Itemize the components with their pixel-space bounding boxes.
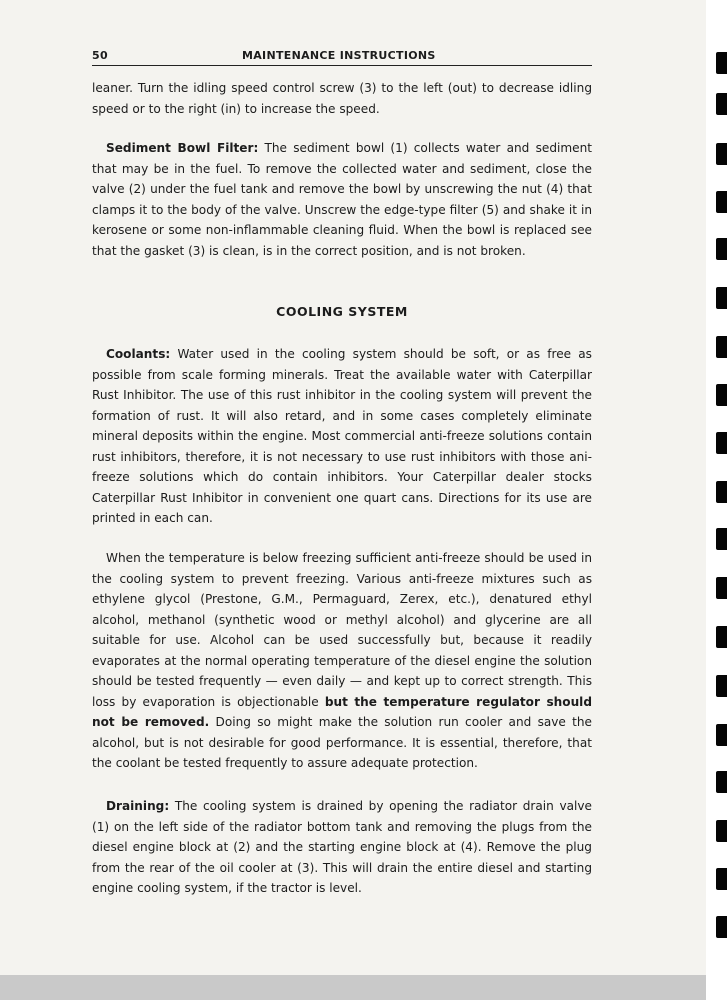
paragraph-text: Doing so might make the solution run cooler and save the alcohol, but is not desirable for good performance. It is essential, therefore, that the coolant be tested frequently to assure adequate protection. (92, 715, 592, 770)
binding-tab (716, 93, 727, 115)
paragraph-heading: Draining: (106, 799, 170, 813)
binding-tab (716, 143, 727, 165)
section-heading: COOLING SYSTEM (276, 304, 408, 319)
binding-tab (716, 626, 727, 648)
binding-tab (716, 432, 727, 454)
binding-tab (716, 528, 727, 550)
binding-tab (716, 52, 727, 74)
paragraph-idling-speed: leaner. Turn the idling speed control screw (3) to the left (out) to decrease idling speed or to the right (in) to increase the speed. (92, 81, 592, 116)
page-header (92, 47, 592, 66)
paragraph-sediment-bowl (92, 138, 592, 261)
binding-tab (716, 771, 727, 793)
paragraph-draining (92, 796, 592, 899)
paragraph-text: When the temperature is below freezing sufficient anti-freeze should be used in the cooling system to prevent freezing. Various anti-freeze mixtures such as ethylene glycol (Prestone, G.M., Permaguard, Zerex, etc.), denatured ethyl alcohol, methanol (synthetic wood or methyl alcohol) and glycerine are all suitable for use. Alcohol can be used successfully but, because it readily evaporates at the normal operating temperature of the diesel engine the solution should be tested frequently — even daily — and kept up to correct strength. This loss by evaporation is objectionable (92, 551, 592, 709)
page-number: 50 (92, 49, 108, 62)
binding-tab (716, 481, 727, 503)
comb-binding (706, 0, 727, 1000)
paragraph-text: The sediment bowl (1) collects water and sediment that may be in the fuel. To remove the collected water and sediment, close the valve (2) under the fuel tank and remove the bowl by unscrewing the nut (4) that clamps it to the body of the valve. Unscrew the edge-type filter (5) and shake it in kerosene or some non-inflammable cleaning fluid. When the bowl is replaced see that the gasket (3) is clean, is in the correct position, and is not broken. (92, 141, 592, 258)
binding-tab (716, 238, 727, 260)
paragraph-antifreeze (92, 548, 592, 774)
binding-tab (716, 577, 727, 599)
scan-bottom-edge (0, 975, 706, 1000)
binding-tab (716, 675, 727, 697)
binding-tab (716, 287, 727, 309)
paragraph-text: The cooling system is drained by opening the radiator drain valve (1) on the left side of the radiator bottom tank and removing the plugs from the diesel engine block at (2) and the starting engine block at (4). Remove the plug from the rear of the oil cooler at (3). This will drain the entire diesel and starting engine cooling system, if the tractor is level. (92, 799, 592, 895)
binding-tab (716, 724, 727, 746)
paragraph-emphasis: but the temperature regulator should not be removed. (92, 694, 592, 729)
paragraph-heading: Coolants: (106, 347, 171, 361)
binding-tab (716, 820, 727, 842)
paragraph-heading: Sediment Bowl Filter: (106, 141, 259, 155)
binding-tab (716, 868, 727, 890)
paragraph-coolants (92, 344, 592, 529)
binding-tab (716, 336, 727, 358)
running-head: MAINTENANCE INSTRUCTIONS (242, 49, 436, 62)
paragraph-text: Water used in the cooling system should be soft, or as free as possible from scale forming minerals. Treat the available water with Caterpillar Rust Inhibitor. The use of this rust inhibitor in the cooling system will prevent the formation of rust. It will also retard, and in some cases completely eliminate mineral deposits within the engine. Most commercial anti-freeze solutions contain rust inhibitors, therefore, it is not necessary to use rust inhibitors with those ani-freeze solutions which do contain inhibitors. Your Caterpillar dealer stocks Caterpillar Rust Inhibitor in convenient one quart cans. Directions for its use are printed in each can. (92, 347, 592, 525)
binding-tab (716, 384, 727, 406)
binding-tab (716, 916, 727, 938)
binding-tab (716, 191, 727, 213)
